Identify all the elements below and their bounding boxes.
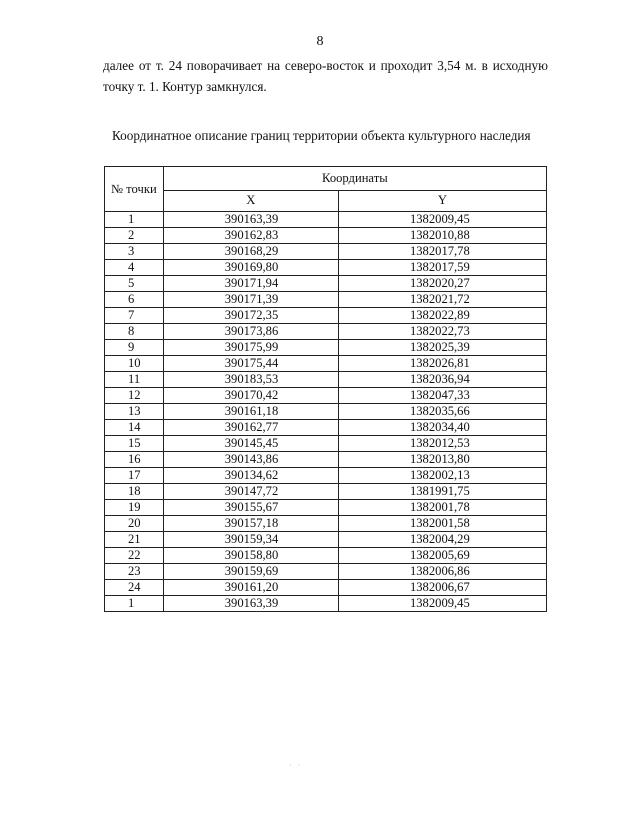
point-number-cell: 13 (105, 404, 164, 420)
intro-word: проходит (380, 58, 433, 73)
y-coordinate-cell: 1382022,89 (338, 308, 546, 324)
intro-paragraph (103, 55, 548, 97)
x-coordinate-cell: 390159,34 (163, 532, 338, 548)
intro-word: от (138, 58, 151, 73)
y-coordinate-cell: 1381991,75 (338, 484, 546, 500)
y-coordinate-cell: 1382021,72 (338, 292, 546, 308)
x-coordinate-cell: 390163,39 (163, 596, 338, 612)
y-coordinate-cell: 1382034,40 (338, 420, 546, 436)
x-coordinate-cell: 390173,86 (163, 324, 338, 340)
intro-word: 3,54 (437, 58, 461, 73)
table-row (105, 404, 547, 420)
y-coordinate-cell: 1382009,45 (338, 212, 546, 228)
x-coordinate-cell: 390172,35 (163, 308, 338, 324)
x-coordinate-cell: 390162,83 (163, 228, 338, 244)
point-number-cell: 3 (105, 244, 164, 260)
table-row (105, 596, 547, 612)
x-coordinate-cell: 390157,18 (163, 516, 338, 532)
x-coordinate-cell: 390143,86 (163, 452, 338, 468)
point-number-cell: 14 (105, 420, 164, 436)
point-number-cell: 6 (105, 292, 164, 308)
header-x: X (163, 190, 338, 211)
y-coordinate-cell: 1382017,59 (338, 260, 546, 276)
y-coordinate-cell: 1382013,80 (338, 452, 546, 468)
y-coordinate-cell: 1382022,73 (338, 324, 546, 340)
table-row (105, 260, 547, 276)
y-coordinate-cell: 1382012,53 (338, 436, 546, 452)
point-number-cell: 15 (105, 436, 164, 452)
y-coordinate-cell: 1382035,66 (338, 404, 546, 420)
y-coordinate-cell: 1382036,94 (338, 372, 546, 388)
point-number-cell: 1 (105, 212, 164, 228)
intro-word: 24 (168, 58, 182, 73)
point-number-cell: 16 (105, 452, 164, 468)
y-coordinate-cell: 1382047,33 (338, 388, 546, 404)
intro-word: исходную (492, 58, 548, 73)
x-coordinate-cell: 390175,44 (163, 356, 338, 372)
point-number-cell: 9 (105, 340, 164, 356)
x-coordinate-cell: 390171,39 (163, 292, 338, 308)
intro-word: в (481, 58, 488, 73)
table-row (105, 244, 547, 260)
table-row (105, 372, 547, 388)
x-coordinate-cell: 390134,62 (163, 468, 338, 484)
table-row (105, 356, 547, 372)
table-row (105, 532, 547, 548)
y-coordinate-cell: 1382005,69 (338, 548, 546, 564)
intro-word: северо-восток (284, 58, 364, 73)
header-point-number: № точки (105, 167, 164, 212)
table-row (105, 276, 547, 292)
y-coordinate-cell: 1382001,58 (338, 516, 546, 532)
table-row (105, 580, 547, 596)
y-coordinate-cell: 1382004,29 (338, 532, 546, 548)
x-coordinate-cell: 390163,39 (163, 212, 338, 228)
y-coordinate-cell: 1382001,78 (338, 500, 546, 516)
y-coordinate-cell: 1382020,27 (338, 276, 546, 292)
table-caption: Координатное описание границ территории объекта культурного наследия (112, 128, 531, 143)
table-row (105, 212, 547, 228)
table-row (105, 564, 547, 580)
point-number-cell: 12 (105, 388, 164, 404)
header-y: Y (338, 190, 546, 211)
table-row (105, 452, 547, 468)
intro-word: на (267, 58, 281, 73)
y-coordinate-cell: 1382010,88 (338, 228, 546, 244)
point-number-cell: 24 (105, 580, 164, 596)
x-coordinate-cell: 390158,80 (163, 548, 338, 564)
point-number-cell: 20 (105, 516, 164, 532)
y-coordinate-cell: 1382006,86 (338, 564, 546, 580)
point-number-cell: 8 (105, 324, 164, 340)
x-coordinate-cell: 390168,29 (163, 244, 338, 260)
intro-word: далее (103, 58, 134, 73)
table-row (105, 484, 547, 500)
intro-line-2: точку т. 1. Контур замкнулся. (103, 79, 267, 94)
point-number-cell: 21 (105, 532, 164, 548)
header-coordinates: Координаты (163, 167, 546, 191)
table-row (105, 468, 547, 484)
scan-mark: · · (289, 761, 303, 770)
table-row (105, 228, 547, 244)
y-coordinate-cell: 1382002,13 (338, 468, 546, 484)
point-number-cell: 7 (105, 308, 164, 324)
x-coordinate-cell: 390175,99 (163, 340, 338, 356)
x-coordinate-cell: 390169,80 (163, 260, 338, 276)
intro-word: поворачивает (186, 58, 263, 73)
point-number-cell: 2 (105, 228, 164, 244)
intro-line-1 (103, 55, 548, 76)
y-coordinate-cell: 1382006,67 (338, 580, 546, 596)
coordinates-table (104, 166, 547, 612)
x-coordinate-cell: 390183,53 (163, 372, 338, 388)
point-number-cell: 22 (105, 548, 164, 564)
table-row (105, 548, 547, 564)
point-number-cell: 17 (105, 468, 164, 484)
table-row (105, 420, 547, 436)
point-number-cell: 18 (105, 484, 164, 500)
table-row (105, 340, 547, 356)
table-row (105, 292, 547, 308)
point-number-cell: 1 (105, 596, 164, 612)
x-coordinate-cell: 390161,20 (163, 580, 338, 596)
coordinates-table-body (105, 212, 547, 612)
x-coordinate-cell: 390147,72 (163, 484, 338, 500)
y-coordinate-cell: 1382017,78 (338, 244, 546, 260)
page-number: 8 (316, 34, 324, 49)
x-coordinate-cell: 390155,67 (163, 500, 338, 516)
x-coordinate-cell: 390170,42 (163, 388, 338, 404)
point-number-cell: 5 (105, 276, 164, 292)
point-number-cell: 4 (105, 260, 164, 276)
y-coordinate-cell: 1382009,45 (338, 596, 546, 612)
point-number-cell: 19 (105, 500, 164, 516)
table-row (105, 324, 547, 340)
point-number-cell: 11 (105, 372, 164, 388)
x-coordinate-cell: 390161,18 (163, 404, 338, 420)
point-number-cell: 10 (105, 356, 164, 372)
table-row (105, 516, 547, 532)
x-coordinate-cell: 390159,69 (163, 564, 338, 580)
y-coordinate-cell: 1382026,81 (338, 356, 546, 372)
table-row (105, 500, 547, 516)
intro-word: т. (155, 58, 164, 73)
y-coordinate-cell: 1382025,39 (338, 340, 546, 356)
x-coordinate-cell: 390145,45 (163, 436, 338, 452)
x-coordinate-cell: 390171,94 (163, 276, 338, 292)
table-row (105, 436, 547, 452)
table-row (105, 388, 547, 404)
point-number-cell: 23 (105, 564, 164, 580)
intro-word: и (368, 58, 376, 73)
table-row (105, 308, 547, 324)
x-coordinate-cell: 390162,77 (163, 420, 338, 436)
intro-word: м. (465, 58, 477, 73)
